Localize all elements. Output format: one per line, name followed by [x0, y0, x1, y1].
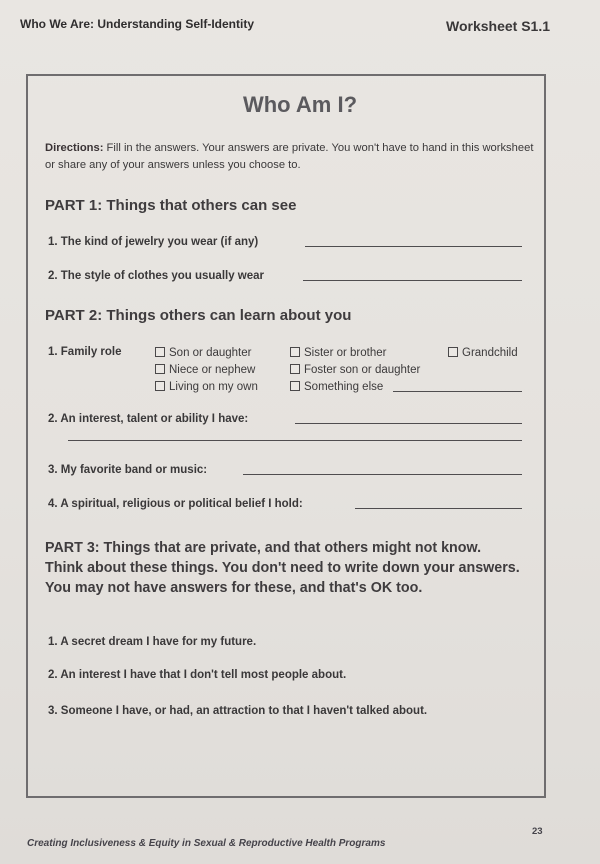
- directions-text: Fill in the answers. Your answers are private. You won't have to hand in this worksheet or share any of your answers unless you choose to.: [45, 142, 534, 171]
- part2-question-1: 1. Family role: [48, 346, 122, 358]
- part3-question-1: 1. A secret dream I have for my future.: [48, 636, 257, 648]
- option-niece-or-nephew[interactable]: Niece or nephew: [155, 364, 255, 376]
- part1-answer-line-1[interactable]: [305, 246, 522, 247]
- page-number: 23: [532, 826, 543, 837]
- part1-question-2: 2. The style of clothes you usually wear: [48, 270, 265, 282]
- part1-answer-line-2[interactable]: [303, 280, 522, 281]
- worksheet-frame: [26, 74, 546, 798]
- page-title: Who Am I?: [242, 92, 358, 117]
- part3-question-3: 3. Someone I have, or had, an attraction to that I haven't talked about.: [48, 705, 428, 717]
- directions-paragraph: [45, 140, 535, 174]
- checkbox-icon: [290, 381, 300, 391]
- part2-question-3: 3. My favorite band or music:: [48, 464, 208, 476]
- part2-answer-line-4[interactable]: [355, 508, 522, 509]
- option-grandchild[interactable]: Grandchild: [448, 347, 518, 359]
- checkbox-icon: [155, 381, 165, 391]
- option-foster-son-or-daughter[interactable]: Foster son or daughter: [290, 364, 420, 376]
- checkbox-icon: [448, 347, 458, 357]
- worksheet-number: Worksheet S1.1: [445, 18, 550, 34]
- option-something-else[interactable]: Something else: [290, 381, 383, 393]
- part3-heading: PART 3: Things that are private, and that others might not know. Think about these things. You don't need to write down your answers. You may not have answers for these, and that's OK too.: [45, 540, 520, 596]
- part1-question-1: 1. The kind of jewelry you wear (if any): [48, 236, 259, 248]
- checkbox-icon: [155, 364, 165, 374]
- part2-question-2: 2. An interest, talent or ability I have:: [48, 413, 249, 425]
- part2-answer-line-2b[interactable]: [68, 440, 522, 441]
- part2-heading: PART 2: Things others can learn about you: [45, 307, 352, 324]
- checkbox-icon: [290, 364, 300, 374]
- checkbox-icon: [290, 347, 300, 357]
- option-living-on-my-own[interactable]: Living on my own: [155, 381, 258, 393]
- part2-answer-line-3[interactable]: [243, 474, 522, 475]
- footer-publication-title: Creating Inclusiveness & Equity in Sexual & Reproductive Health Programs: [27, 838, 386, 849]
- something-else-answer-line[interactable]: [393, 391, 522, 392]
- option-son-or-daughter[interactable]: Son or daughter: [155, 347, 251, 359]
- directions-label: Directions:: [45, 142, 104, 154]
- part3-question-2: 2. An interest I have that I don't tell most people about.: [48, 669, 347, 681]
- option-sister-or-brother[interactable]: Sister or brother: [290, 347, 386, 359]
- part2-question-4: 4. A spiritual, religious or political belief I hold:: [48, 498, 303, 510]
- part2-answer-line-2a[interactable]: [295, 423, 522, 424]
- checkbox-icon: [155, 347, 165, 357]
- running-header-title: Who We Are: Understanding Self-Identity: [20, 17, 255, 31]
- part1-heading: PART 1: Things that others can see: [45, 197, 297, 214]
